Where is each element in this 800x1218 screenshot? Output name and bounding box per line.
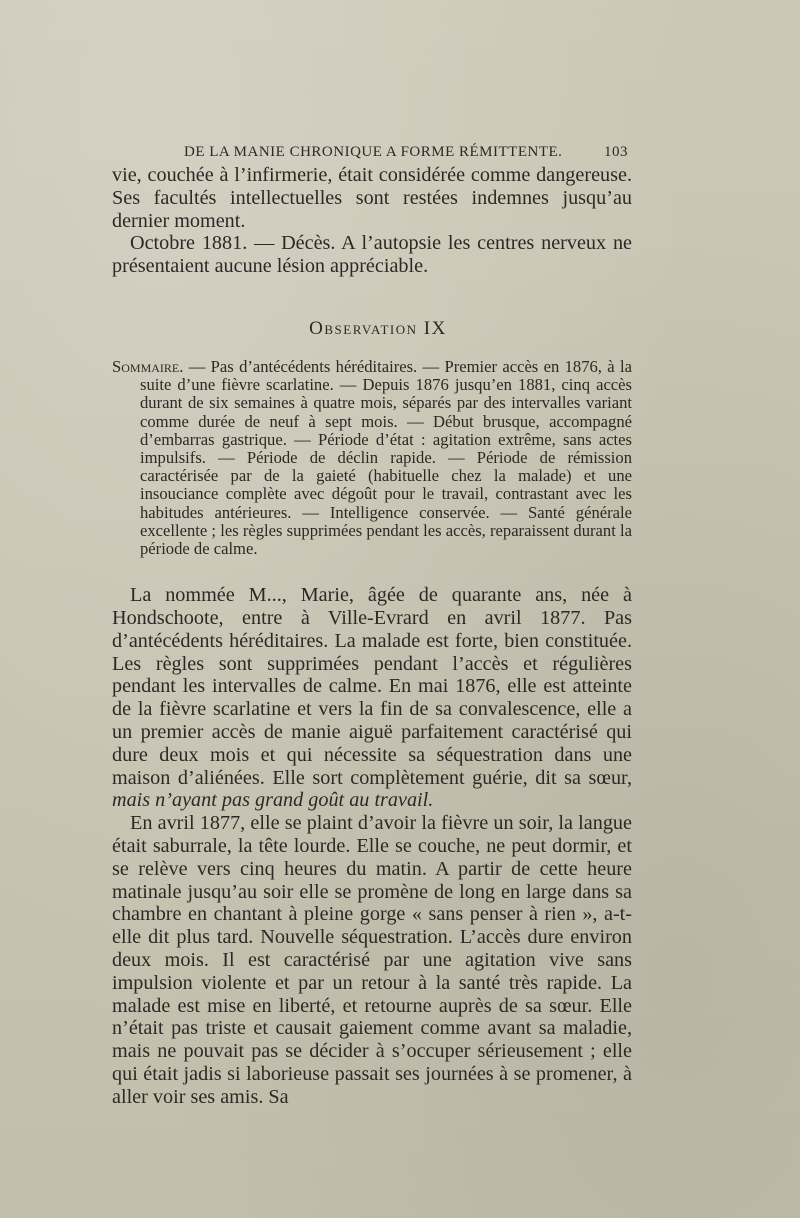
observation-heading	[124, 318, 632, 340]
page-number: 103	[604, 144, 628, 160]
summary-paragraph	[112, 358, 632, 558]
observation-label: Observation	[309, 317, 418, 339]
case-text: La nommée M..., Marie, âgée de quarante ans, née à Hondschoote, entre à Ville-Evrard en avril 1877. Pas d’antécédents héréditaires. La malade est forte, bien constituée. Les règles sont supprimées pendant l’accès et régulières pendant les intervalles de calme. En mai 1876, elle est atteinte de la fièvre scarlatine et vers la fin de sa convalescence, elle a un premier accès de manie aiguë parfaitement caractérisé qui dure deux mois et qui nécessite sa séquestration dans une maison d’aliénées. Elle sort complètement guérie, dit sa sœur,	[112, 584, 632, 789]
paragraph-continuation: vie, couchée à l’infirmerie, était considérée comme dangereuse. Ses facultés intellectuelles sont restées indemnes jusqu’au dernier moment.	[112, 164, 632, 232]
running-head-title: DE LA MANIE CHRONIQUE A FORME RÉMITTENTE.	[184, 144, 563, 160]
summary-text: — Pas d’antécédents héréditaires. — Premier accès en 1876, à la suite d’une fièvre scarlatine. — Depuis 1876 jusqu’en 1881, cinq accès durant de six semaines à quatre mois, séparés par des intervalles variant comme durée de neuf à sept mois. — Début brusque, accompagné d’embarras gastrique. — Période d’état : agitation extrême, sans actes impulsifs. — Période de déclin rapide. — Période de rémission caractérisée par de la gaieté (habituelle chez la malade) et une insouciance complète avec dégoût pour le travail, contrastant avec les habitudes antérieures. — Intelligence conservée. — Santé générale excellente ; les règles supprimées pendant les accès, reparaissent durant la période de calme.	[140, 356, 632, 559]
case-italic-quote: mais n’ayant pas grand goût au travail.	[112, 789, 434, 812]
paragraph-death: Octobre 1881. — Décès. A l’autopsie les centres nerveux ne présentaient aucune lésion appréciable.	[112, 232, 632, 278]
case-paragraph-april: En avril 1877, elle se plaint d’avoir la fièvre un soir, la langue était saburrale, la tête lourde. Elle se couche, ne peut dormir, et se relève vers cinq heures du matin. A partir de cette heure matinale jusqu’au soir elle se promène de long en large dans sa chambre en chantant à pleine gorge « sans penser à rien », a-t-elle dit plus tard. Nouvelle séquestration. L’accès dure environ deux mois. Il est caractérisé par une agitation vive sans impulsion violente et par un retour à la santé très rapide. La malade est mise en liberté, et retourne auprès de sa sœur. Elle n’était pas triste et causait gaiement comme avant sa maladie, mais ne pouvait pas se décider à s’occuper sérieusement ; elle qui était jadis si laborieuse passait ses journées à se promener, à aller voir ses amis. Sa	[112, 812, 632, 1108]
summary-lead: Sommaire.	[112, 356, 184, 376]
text-block	[112, 140, 632, 1109]
case-paragraph	[112, 584, 632, 812]
running-head	[184, 140, 632, 164]
observation-number: IX	[423, 317, 447, 339]
